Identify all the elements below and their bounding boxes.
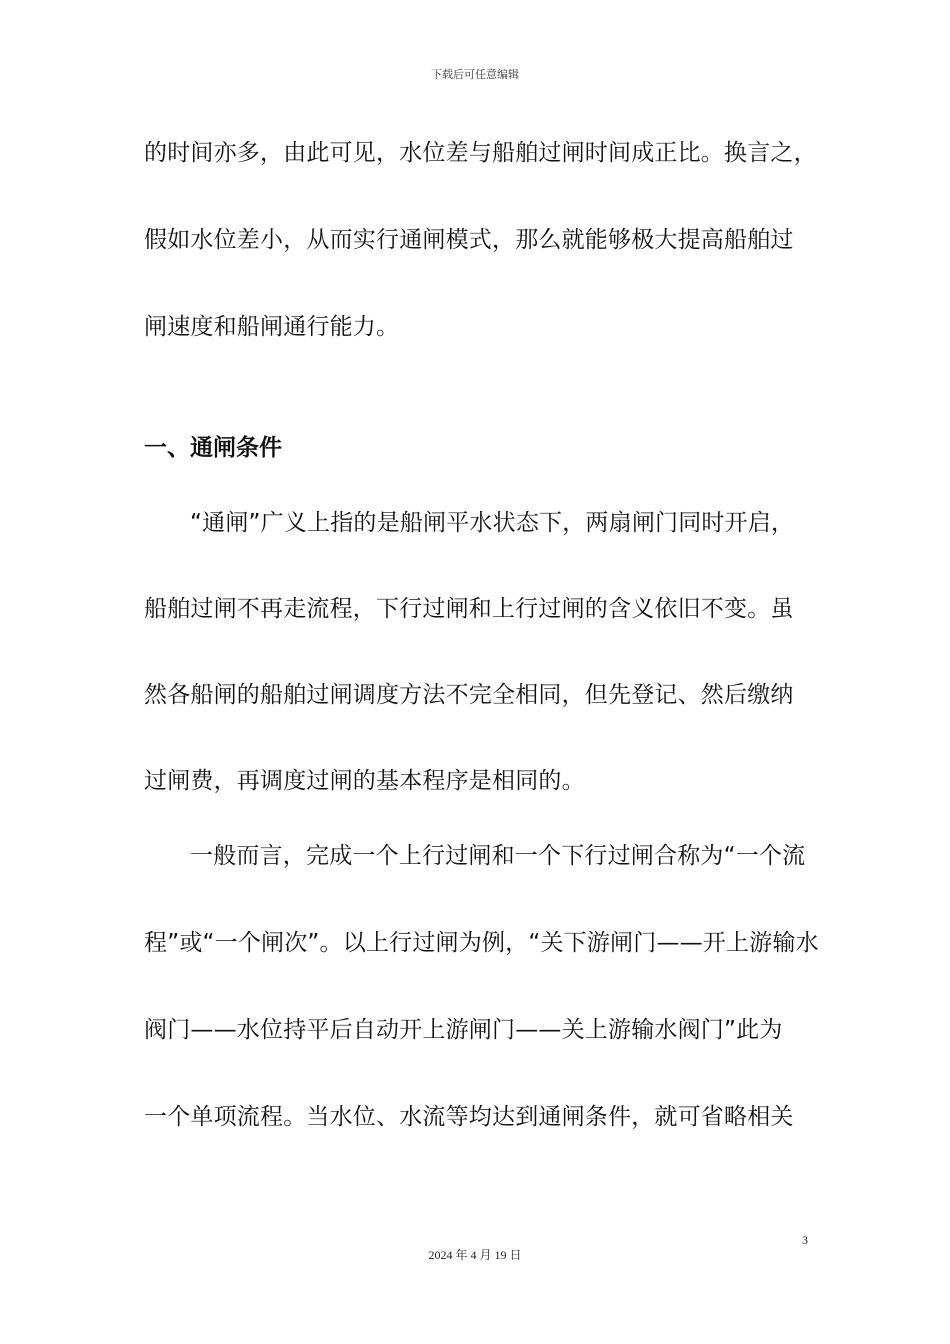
paragraph-line: 的时间亦多，由此可见，水位差与船舶过闸时间成正比。换言之， <box>144 140 817 166</box>
paragraph-line: 闸速度和船闸通行能力。 <box>144 314 400 340</box>
paragraph-line: 假如水位差小，从而实行通闸模式，那么就能够极大提高船舶过 <box>144 227 794 253</box>
page-footer-date: 2024 年 4 月 19 日 <box>428 1248 522 1262</box>
paragraph-line: 一般而言，完成一个上行过闸和一个下行过闸合称为“一个流 <box>190 843 806 869</box>
paragraph-line: 程”或“一个闸次”。以上行过闸为例，“关下游闸门——开上游输水 <box>144 930 819 956</box>
paragraph-line: 阀门——水位持平后自动开上游闸门——关上游输水阀门”此为 <box>144 1017 783 1043</box>
section-heading: 一、通闸条件 <box>144 435 282 461</box>
paragraph-line: 船舶过闸不再走流程，下行过闸和上行过闸的含义依旧不变。虽 <box>144 596 794 622</box>
page-header: 下载后可任意编辑 <box>431 68 519 81</box>
paragraph-line: 过闸费，再调度过闸的基本程序是相同的。 <box>144 768 585 794</box>
page-number: 3 <box>802 1233 808 1247</box>
paragraph-line: “通闸”广义上指的是船闸平水状态下，两扇闸门同时开启， <box>190 510 795 536</box>
paragraph-line: 一个单项流程。当水位、水流等均达到通闸条件，就可省略相关 <box>144 1104 794 1130</box>
paragraph-line: 然各船闸的船舶过闸调度方法不完全相同，但先登记、然后缴纳 <box>144 682 794 708</box>
